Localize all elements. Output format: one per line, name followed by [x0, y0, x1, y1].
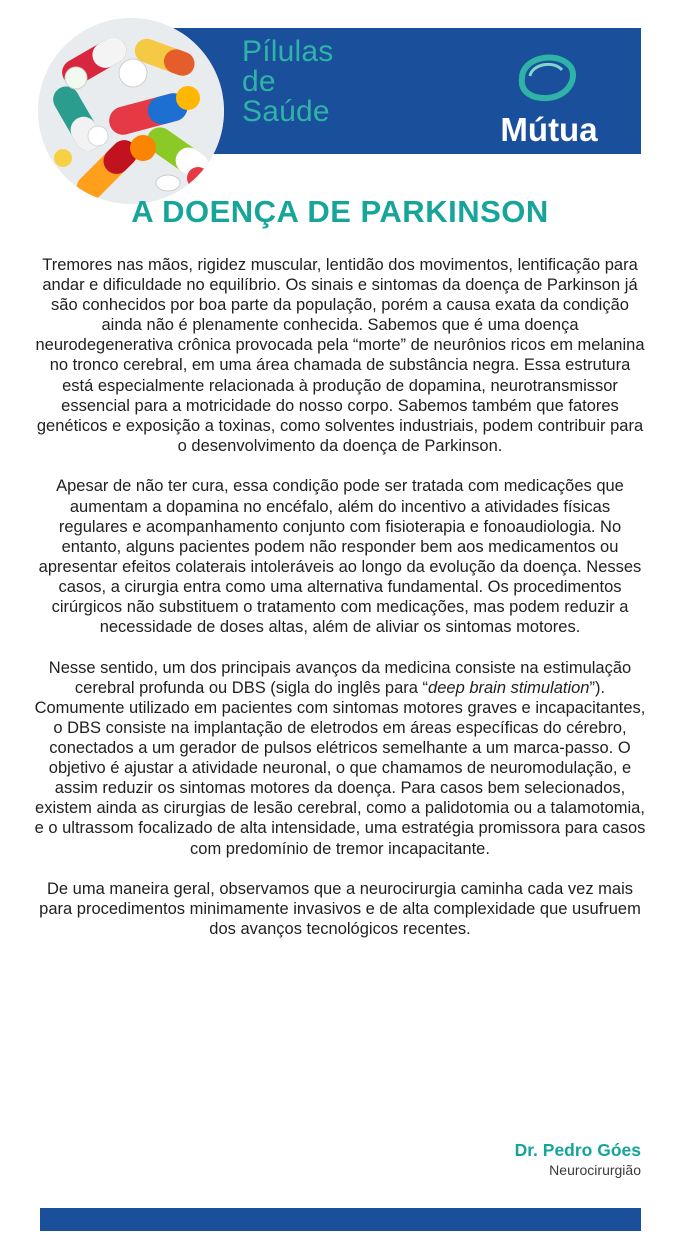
paragraph: De uma maneira geral, observamos que a neurocirurgia caminha cada vez mais para procedimentos minimamente invasivos e de alta complexidade que usufruem dos avanços tecnológicos recentes. [39, 880, 641, 939]
article-title: A DOENÇA DE PARKINSON [131, 194, 549, 229]
paragraph: Apesar de não ter cura, essa condição pode ser tratada com medicações que aumentam a dopamina no encéfalo, além do incentivo a atividades físicas regulares e acompanhamento conjunto com fisioterapia e fonoaudiologia. No entanto, alguns pacientes podem não responder bem aos medicamentos ou apresentar efeitos colaterais intoleráveis ao longo da evolução da doença. Nesses casos, a cirurgia entra como uma alternativa fundamental. Os procedimentos cirúrgicos não substituem o tratamento com medicações, mas podem reduzir a necessidade de doses altas, além de aliviar os sintomas motores. [38, 477, 642, 637]
mutua-logo-icon [512, 48, 584, 104]
paragraph-text: Nesse sentido, um dos principais avanços da medicina consiste na estimulação cerebral profunda ou DBS (sigla do inglês para “ [48, 658, 632, 697]
author-name: Dr. Pedro Góes [514, 1140, 641, 1160]
header-title-line: Pílulas [242, 35, 334, 68]
header-title-line: Saúde [242, 95, 330, 128]
paragraph-text: ”). Comumente utilizado em pacientes com sintomas motores graves e incapacitantes, o DBS consiste na implantação de eletrodos em áreas específicas do cérebro, conectados a um gerador de pulsos elétricos semelhante a um marca-passo. O objetivo é ajustar a atividade neuronal, o que chamamos de neuromodulação, e assim reduzir os sintomas motores da doença. Para casos bem selecionados, existem ainda as cirurgias de lesão cerebral, como a palidotomia ou a talamotomia, e o ultrassom focalizado de alta intensidade, uma estratégia promissora para casos com predomínio de tremor incapacitante. [34, 678, 646, 858]
paragraph [34, 658, 646, 859]
paragraph-italic-text: deep brain stimulation [428, 678, 590, 697]
pills-photo-icon [38, 18, 224, 204]
article-body [34, 255, 646, 960]
header-title-line: de [242, 65, 276, 98]
header-title [242, 37, 442, 127]
footer-band [40, 1208, 641, 1231]
author-role: Neurocirurgião [549, 1162, 641, 1178]
paragraph: Tremores nas mãos, rigidez muscular, lentidão dos movimentos, lentificação para andar e dificuldade no equilíbrio. Os sinais e sintomas da doença de Parkinson já são conhecidos por boa parte da população, porém a causa exata da condição ainda não é plenamente conhecida. Sabemos que é uma doença neurodegenerativa crônica provocada pela “morte” de neurônios ricos em melanina no tronco cerebral, em uma área chamada de substância negra. Essa estrutura está especialmente relacionada à produção de dopamina, neurotransmissor essencial para a motricidade do nosso corpo. Sabemos também que fatores genéticos e exposição a toxinas, como solventes industriais, podem contribuir para o desenvolvimento da doença de Parkinson. [35, 256, 645, 455]
brand-name: Mútua [500, 111, 598, 148]
